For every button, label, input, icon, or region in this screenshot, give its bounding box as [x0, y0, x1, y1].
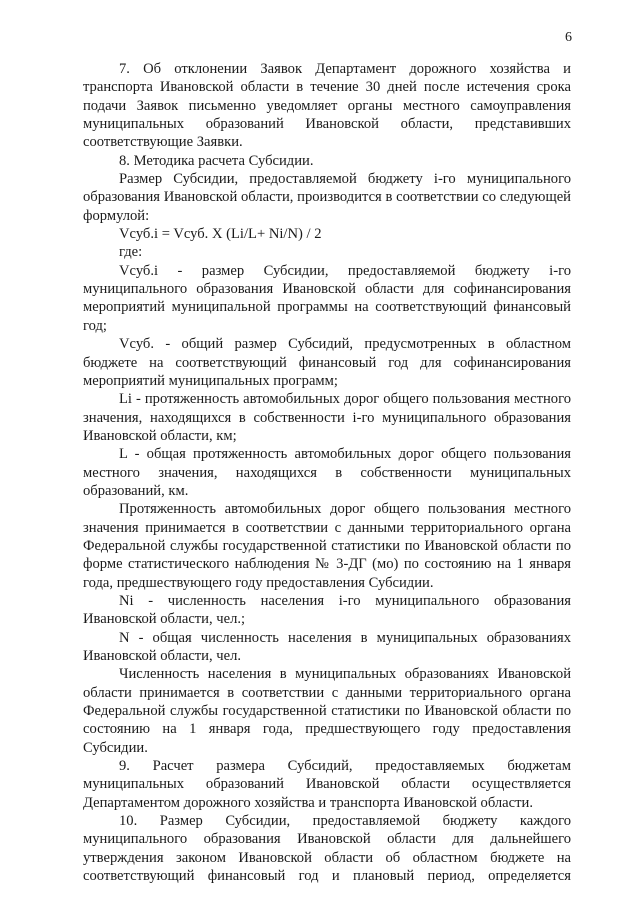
page-number: 6: [565, 30, 572, 45]
paragraph-calculation-authority: 9. Расчет размера Субсидий, предоставляемых бюджетам муниципальных образований Ивановской области осуществляется Департаментом дорожного хозяйства и транспорта Ивановской области.: [83, 758, 571, 811]
definition-vsub-i: Vсуб.i - размер Субсидии, предоставляемой бюджету i-го муниципального образования Ивановской области для софинансирования мероприятий муниципальной программы на соответствующий финансовый год;: [83, 262, 571, 334]
paragraph-method-heading: 8. Методика расчета Субсидии.: [119, 152, 314, 169]
definition-l: L - общая протяженность автомобильных дорог общего пользования местного значения, находящихся в собственности муниципальных образований, км.: [83, 446, 571, 499]
definition-ni: Ni - численность населения i-го муниципального образования Ивановской области, чел.;: [83, 592, 571, 628]
paragraph-subsidy-size: Размер Субсидии, предоставляемой бюджету i-го муниципального образования Ивановской области, производится в соответствии со следующей формулой:: [83, 171, 571, 224]
paragraph-population-source: Численность населения в муниципальных образованиях Ивановской области принимается в соответствии с данными территориального органа Федеральной службы государственной статистики по Ивановской области по состоянию на 1 января года, предшествующего году предоставления Субсидии.: [83, 666, 571, 756]
document-body: [83, 60, 571, 885]
paragraph-subsidy-approval: 10. Размер Субсидии, предоставляемой бюджету каждого муниципального образования Ивановской области для дальнейшего утверждения законом Ивановской области об областном бюджете на соответствующий финансовый год и плановый период, определяется: [83, 813, 571, 885]
definition-n: N - общая численность населения в муниципальных образованиях Ивановской области, чел.: [83, 629, 571, 664]
definition-li: Li - протяженность автомобильных дорог общего пользования местного значения, находящихся в собственности i-го муниципального образования Ивановской области, км;: [83, 391, 571, 444]
paragraph-rejection-notice: 7. Об отклонении Заявок Департамент дорожного хозяйства и транспорта Ивановской области в течение 30 дней после истечения срока подачи Заявок письменно уведомляет органы местного самоуправления муниципальных образований Ивановской области, представивших соответствующие Заявки.: [83, 61, 571, 151]
formula: Vсуб.i = Vсуб. X (Li/L+ Ni/N) / 2: [119, 226, 322, 243]
definition-vsub: Vсуб. - общий размер Субсидий, предусмотренных в областном бюджете на соответствующий финансовый год для софинансирования мероприятий муниципальных программ;: [83, 336, 571, 389]
paragraph-where: где:: [119, 244, 143, 261]
paragraph-road-length-source: Протяженность автомобильных дорог общего пользования местного значения принимается в соответствии с данными территориального органа Федеральной службы государственной статистики по Ивановской области по форме статистического наблюдения № 3-ДГ (мо) по состоянию на 1 января года, предшествующего году предоставления Субсидии.: [83, 501, 571, 591]
